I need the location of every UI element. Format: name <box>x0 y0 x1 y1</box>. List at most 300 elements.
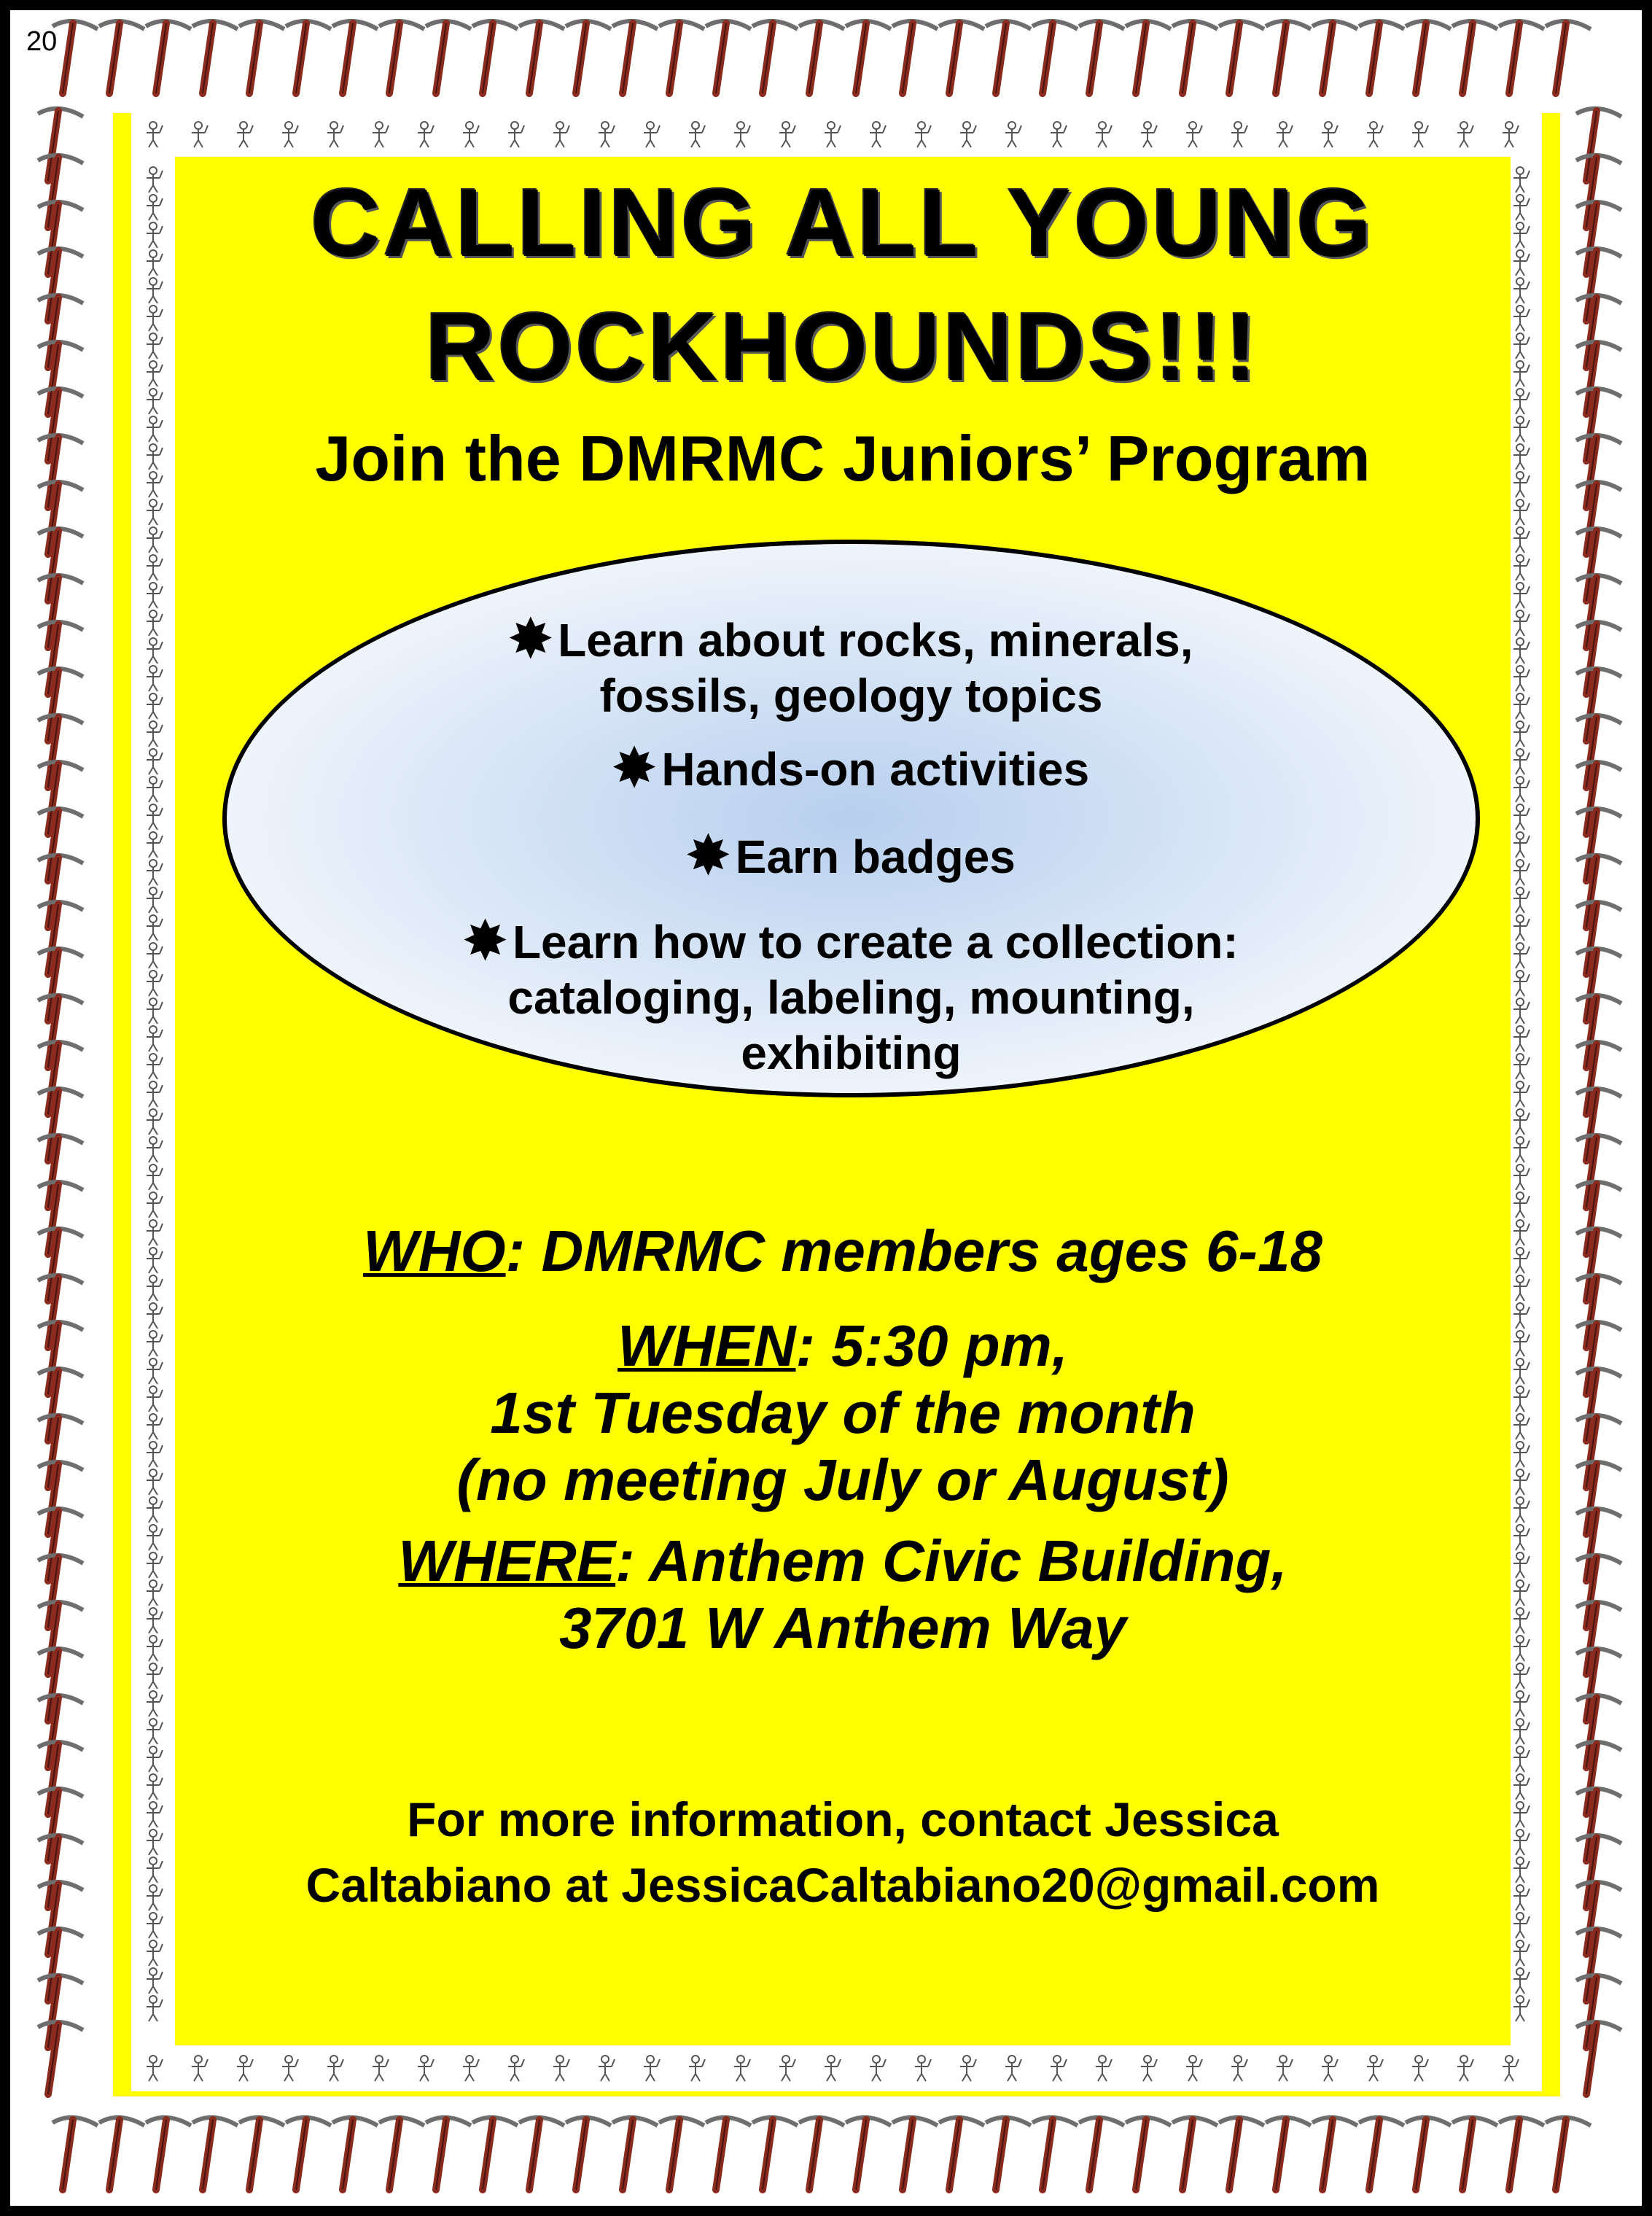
bullet-earn-badges: ✸ Earn badges <box>687 827 1016 884</box>
person-figure-icon <box>1513 389 1530 414</box>
person-figure-icon <box>1513 416 1530 442</box>
person-figure-icon <box>1513 1358 1530 1384</box>
pickaxe-icon <box>1452 2118 1497 2190</box>
person-figure-icon <box>1051 2056 1067 2081</box>
pickaxe-icon <box>1576 529 1621 601</box>
person-figure-icon <box>147 1580 163 1606</box>
person-figure-icon <box>1513 361 1530 386</box>
pickaxe-icon <box>239 2118 284 2190</box>
person-figure-icon <box>1513 1968 1530 1994</box>
person-figure-icon <box>147 416 163 442</box>
pickaxe-icon <box>38 622 83 694</box>
bullet-collection: ✸ Learn how to create a collection: cataloging, labeling, mounting, exhibiting <box>464 912 1239 1079</box>
pickaxe-icon <box>1452 21 1497 93</box>
pickaxe-icon <box>1312 2118 1357 2190</box>
pickaxe-icon <box>1576 1929 1621 2001</box>
person-figure-icon <box>1513 1081 1530 1107</box>
person-figure-icon <box>147 1192 163 1218</box>
person-figure-icon <box>1513 804 1530 830</box>
person-figure-icon <box>599 122 615 147</box>
person-figure-icon <box>1513 1386 1530 1412</box>
person-figure-icon <box>1513 1275 1530 1301</box>
person-figure-icon <box>1513 1552 1530 1578</box>
person-figure-icon <box>147 1552 163 1578</box>
pickaxe-icon <box>38 1322 83 1394</box>
pickaxe-icon <box>38 1835 83 1908</box>
person-figure-icon <box>147 998 163 1024</box>
bullet-hands-on: ✸ Hands-on activities <box>612 739 1090 796</box>
person-figure-icon <box>147 1469 163 1495</box>
headline-line-2: ROCKHOUNDS!!! <box>425 293 1261 400</box>
person-figure-icon <box>147 1497 163 1523</box>
headline-line-1: CALLING ALL YOUNG <box>311 169 1375 276</box>
person-figure-icon <box>147 1248 163 1273</box>
person-figure-icon <box>147 250 163 276</box>
person-figure-icon <box>1513 1525 1530 1550</box>
pickaxe-icon <box>286 21 331 93</box>
person-figure-icon <box>147 555 163 580</box>
pickaxe-icon <box>38 1369 83 1441</box>
pickaxe-icon <box>1406 21 1451 93</box>
person-figure-icon <box>1513 1580 1530 1606</box>
person-figure-icon <box>1513 472 1530 497</box>
person-figure-icon <box>1277 2056 1293 2081</box>
page-number: 20 <box>26 26 58 57</box>
pickaxe-icon <box>566 2118 611 2190</box>
person-figure-icon <box>1513 638 1530 664</box>
person-figure-icon <box>1322 122 1338 147</box>
person-figure-icon <box>1141 2056 1157 2081</box>
person-figure-icon <box>147 1442 163 1467</box>
person-figure-icon <box>147 1137 163 1162</box>
pickaxe-icon <box>38 1462 83 1534</box>
contact-info: For more information, contact Jessica Caltabiano at JessicaCaltabiano20@gmail.com <box>305 1792 1380 1912</box>
person-figure-icon <box>282 122 298 147</box>
person-figure-icon <box>1513 1220 1530 1245</box>
person-figure-icon <box>147 1746 163 1772</box>
person-figure-icon <box>1231 122 1247 147</box>
person-figure-icon <box>147 333 163 359</box>
person-figure-icon <box>825 122 841 147</box>
person-figure-icon <box>1503 122 1519 147</box>
pickaxe-icon <box>38 1555 83 1628</box>
person-figure-icon <box>1513 860 1530 885</box>
pickaxe-icon <box>1576 482 1621 554</box>
pickaxe-icon <box>1576 949 1621 1021</box>
pickaxe-icon <box>519 21 564 93</box>
pickaxe-icon <box>1576 342 1621 414</box>
person-figure-icon <box>147 2056 163 2081</box>
contact-email: Caltabiano at JessicaCaltabiano20@gmail.com <box>305 1858 1380 1912</box>
person-figure-icon <box>1231 2056 1247 2081</box>
pickaxe-icon <box>146 2118 191 2190</box>
person-figure-icon <box>779 2056 795 2081</box>
person-figure-icon <box>1513 749 1530 774</box>
person-figure-icon <box>1513 1303 1530 1329</box>
pickaxe-icon <box>752 2118 798 2190</box>
person-figure-icon <box>870 2056 886 2081</box>
pickaxe-icon <box>38 389 83 461</box>
person-figure-icon <box>1513 915 1530 941</box>
person-figure-icon <box>147 721 163 747</box>
person-figure-icon <box>1005 122 1021 147</box>
pickaxe-icon <box>38 295 83 368</box>
person-figure-icon <box>689 122 705 147</box>
person-figure-icon <box>147 1525 163 1550</box>
person-figure-icon <box>825 2056 841 2081</box>
person-figure-icon <box>1513 721 1530 747</box>
pickaxe-icon <box>38 1789 83 1861</box>
pickaxe-icon <box>38 1649 83 1721</box>
person-figure-icon <box>599 2056 615 2081</box>
person-figure-icon <box>192 122 208 147</box>
pickaxe-icon <box>379 21 424 93</box>
pickaxe-icon <box>612 21 658 93</box>
person-figure-icon <box>147 499 163 525</box>
pickaxe-icon <box>1576 1509 1621 1581</box>
person-figure-icon <box>373 122 389 147</box>
pickaxe-icon <box>1576 435 1621 508</box>
pickaxe-icon <box>1032 2118 1078 2190</box>
person-figure-icon <box>147 1026 163 1051</box>
person-figure-icon <box>147 389 163 414</box>
person-figure-icon <box>1322 2056 1338 2081</box>
pickaxe-icon <box>38 2022 83 2094</box>
person-figure-icon <box>1513 1913 1530 1938</box>
person-figure-icon <box>1513 583 1530 608</box>
pickaxe-icon <box>892 21 938 93</box>
pickaxe-icon <box>38 1135 83 1208</box>
pickaxe-icon <box>986 21 1031 93</box>
pickaxe-icon <box>99 2118 144 2190</box>
person-figure-icon <box>147 943 163 968</box>
pickaxe-icon <box>566 21 611 93</box>
pickaxe-icon <box>38 855 83 928</box>
pickaxe-icon <box>379 2118 424 2190</box>
person-figure-icon <box>373 2056 389 2081</box>
person-figure-icon <box>1513 1830 1530 1855</box>
person-figure-icon <box>1513 306 1530 331</box>
pickaxe-column-left <box>38 109 83 2094</box>
person-figure-icon <box>1513 666 1530 691</box>
person-figure-icon <box>1513 1996 1530 2021</box>
pickaxe-icon <box>1499 2118 1544 2190</box>
person-figure-icon <box>463 2056 479 2081</box>
pickaxe-icon <box>332 2118 378 2190</box>
person-figure-icon <box>147 610 163 636</box>
pickaxe-icon <box>706 21 751 93</box>
person-figure-icon <box>147 222 163 248</box>
person-figure-icon <box>1513 1109 1530 1135</box>
pickaxe-icon <box>1172 2118 1217 2190</box>
person-figure-icon <box>1051 122 1067 147</box>
pickaxe-icon <box>38 1089 83 1161</box>
person-figure-icon <box>147 361 163 386</box>
person-figure-icon <box>644 122 660 147</box>
person-figure-icon <box>1513 1497 1530 1523</box>
pickaxe-icon <box>1576 1975 1621 2048</box>
pickaxe-icon <box>659 2118 704 2190</box>
pickaxe-icon <box>1576 1462 1621 1534</box>
person-figure-icon <box>147 306 163 331</box>
pickaxe-icon <box>38 762 83 834</box>
person-figure-icon <box>147 1275 163 1301</box>
person-figure-icon <box>1513 1026 1530 1051</box>
person-figure-icon <box>147 1608 163 1633</box>
person-figure-icon <box>1513 222 1530 248</box>
pickaxe-icon <box>1576 1649 1621 1721</box>
pickaxe-icon <box>1219 21 1264 93</box>
person-figure-icon <box>1513 250 1530 276</box>
pickaxe-icon <box>146 21 191 93</box>
person-figure-icon <box>1513 1442 1530 1467</box>
person-figure-icon <box>147 915 163 941</box>
pickaxe-icon <box>1546 2118 1591 2190</box>
person-figure-icon <box>147 1165 163 1190</box>
pickaxe-icon <box>52 21 98 93</box>
person-figure-icon <box>282 2056 298 2081</box>
pickaxe-icon <box>38 529 83 601</box>
pickaxe-icon <box>1576 1602 1621 1674</box>
pickaxe-icon <box>38 1509 83 1581</box>
pickaxe-icon <box>38 1882 83 1954</box>
pickaxe-icon <box>192 2118 238 2190</box>
person-figure-icon <box>418 2056 434 2081</box>
person-figure-icon <box>644 2056 660 2081</box>
person-figure-icon <box>147 1885 163 1910</box>
pickaxe-icon <box>939 21 984 93</box>
pickaxe-icon <box>426 2118 471 2190</box>
pickaxe-icon <box>846 21 891 93</box>
when-block: WHEN: 5:30 pm, 1st Tuesday of the month (no meeting July or August) <box>456 1313 1229 1512</box>
person-figure-icon <box>1513 887 1530 913</box>
person-figure-icon <box>147 1386 163 1412</box>
person-figure-icon <box>237 122 253 147</box>
pickaxe-icon <box>38 1929 83 2001</box>
pickaxe-icon <box>1576 295 1621 368</box>
person-figure-icon <box>1277 122 1293 147</box>
person-figure-icon <box>1513 1636 1530 1661</box>
person-figure-icon <box>1513 1774 1530 1800</box>
pickaxe-icon <box>1576 1042 1621 1114</box>
pickaxe-icon <box>1576 1835 1621 1908</box>
person-figure-icon <box>147 1303 163 1329</box>
pickaxe-icon <box>1576 1089 1621 1161</box>
pickaxe-icon <box>38 949 83 1021</box>
person-figure-icon <box>147 1109 163 1135</box>
pickaxe-icon <box>38 1975 83 2048</box>
who-line: WHO: DMRMC members ages 6-18 <box>363 1218 1322 1283</box>
pickaxe-icon <box>38 1695 83 1768</box>
person-figure-icon <box>553 2056 569 2081</box>
person-figure-icon <box>147 971 163 996</box>
pickaxe-icon <box>1359 2118 1404 2190</box>
star-burst-icon: ✸ <box>464 912 507 969</box>
person-figure-icon <box>1513 1331 1530 1356</box>
pickaxe-icon <box>612 2118 658 2190</box>
person-figure-icon <box>192 2056 208 2081</box>
person-figure-icon <box>147 444 163 470</box>
pickaxe-icon <box>38 1602 83 1674</box>
person-figure-icon <box>147 666 163 691</box>
pickaxe-icon <box>1576 389 1621 461</box>
person-figure-icon <box>1513 1192 1530 1218</box>
person-figure-icon <box>1513 1165 1530 1190</box>
pickaxe-icon <box>239 21 284 93</box>
pickaxe-icon <box>659 21 704 93</box>
person-figure-icon <box>1513 1746 1530 1772</box>
pickaxe-icon <box>1576 155 1621 228</box>
person-figure-icon <box>147 1636 163 1661</box>
person-figure-icon <box>147 1913 163 1938</box>
pickaxe-icon <box>1312 21 1357 93</box>
pickaxe-icon <box>38 342 83 414</box>
person-figure-icon <box>1513 971 1530 996</box>
person-figure-icon <box>1513 1608 1530 1633</box>
person-figure-icon <box>553 122 569 147</box>
person-figure-icon <box>734 2056 750 2081</box>
person-figure-icon <box>915 122 931 147</box>
person-figure-icon <box>147 832 163 858</box>
person-figure-icon <box>689 2056 705 2081</box>
person-figure-icon <box>147 1719 163 1744</box>
person-figure-icon <box>147 1996 163 2021</box>
pickaxe-icon <box>38 902 83 974</box>
pickaxe-icon <box>38 995 83 1068</box>
pickaxe-icon <box>1079 21 1124 93</box>
pickaxe-icon <box>1576 1229 1621 1301</box>
pickaxe-icon <box>1546 21 1591 93</box>
person-figure-icon <box>147 1774 163 1800</box>
pickaxe-icon <box>1576 1882 1621 1954</box>
pickaxe-icon <box>38 1742 83 1814</box>
star-burst-icon: ✸ <box>509 610 553 667</box>
pickaxe-icon <box>892 2118 938 2190</box>
person-figure-icon <box>327 2056 343 2081</box>
person-figure-icon <box>1412 122 1428 147</box>
pickaxe-icon <box>38 249 83 321</box>
person-figure-icon <box>1513 195 1530 220</box>
pickaxe-column-right <box>1576 109 1621 2094</box>
pickaxe-icon <box>472 21 518 93</box>
person-figure-icon <box>147 1054 163 1079</box>
pickaxe-icon <box>1359 21 1404 93</box>
person-figure-icon <box>147 693 163 719</box>
person-figure-icon <box>1513 610 1530 636</box>
pickaxe-icon <box>1266 2118 1311 2190</box>
person-figure-icon <box>1513 1248 1530 1273</box>
pickaxe-icon <box>1576 809 1621 881</box>
pickaxe-icon <box>1576 715 1621 788</box>
pickaxe-icon <box>1576 1322 1621 1394</box>
person-figure-icon <box>147 1802 163 1827</box>
person-figure-icon <box>508 122 524 147</box>
pickaxe-icon <box>38 1275 83 1348</box>
pickaxe-icon <box>706 2118 751 2190</box>
pickaxe-icon <box>38 1229 83 1301</box>
person-figure-icon <box>147 638 163 664</box>
pickaxe-icon <box>1576 575 1621 648</box>
pickaxe-icon <box>1032 21 1078 93</box>
person-figure-icon <box>147 167 163 193</box>
when-label: WHEN <box>617 1313 796 1378</box>
person-figure-icon <box>1186 2056 1202 2081</box>
person-figure-icon <box>147 1940 163 1966</box>
person-figure-icon <box>1513 1663 1530 1689</box>
person-figure-icon <box>147 1220 163 1245</box>
pickaxe-icon <box>939 2118 984 2190</box>
pickaxe-icon <box>99 21 144 93</box>
person-figure-icon <box>147 583 163 608</box>
person-figure-icon <box>1141 122 1157 147</box>
person-figure-icon <box>147 278 163 303</box>
person-figure-icon <box>960 2056 976 2081</box>
pickaxe-icon <box>1576 1742 1621 1814</box>
pickaxe-icon <box>1576 1182 1621 1254</box>
pickaxe-icon <box>38 1182 83 1254</box>
pickaxe-icon <box>1576 1695 1621 1768</box>
person-figure-icon <box>1096 2056 1112 2081</box>
person-figure-icon <box>1412 2056 1428 2081</box>
person-figure-icon <box>147 860 163 885</box>
person-figure-icon <box>1457 2056 1473 2081</box>
pickaxe-icon <box>38 715 83 788</box>
person-figure-icon <box>1513 1469 1530 1495</box>
pickaxe-icon <box>38 482 83 554</box>
pickaxe-row-top <box>52 21 1591 93</box>
pickaxe-icon <box>38 669 83 741</box>
pickaxe-icon <box>1576 1789 1621 1861</box>
person-figure-icon <box>1005 2056 1021 2081</box>
person-figure-icon <box>147 1358 163 1384</box>
pickaxe-icon <box>38 435 83 508</box>
pickaxe-icon <box>799 2118 844 2190</box>
person-figure-icon <box>147 1663 163 1689</box>
person-figure-icon <box>1513 499 1530 525</box>
pickaxe-icon <box>38 809 83 881</box>
person-figure-icon <box>1513 1719 1530 1744</box>
pickaxe-icon <box>752 21 798 93</box>
person-figure-icon <box>1503 2056 1519 2081</box>
person-figure-icon <box>1457 122 1473 147</box>
pickaxe-row-bottom <box>52 2118 1591 2190</box>
pickaxe-icon <box>1576 762 1621 834</box>
pickaxe-icon <box>1576 902 1621 974</box>
person-figure-icon <box>1513 1885 1530 1910</box>
pickaxe-icon <box>52 2118 98 2190</box>
person-figure-icon <box>1186 122 1202 147</box>
person-figure-icon <box>1513 1414 1530 1439</box>
person-figure-icon <box>1513 527 1530 553</box>
pickaxe-icon <box>38 575 83 648</box>
person-figure-icon <box>508 2056 524 2081</box>
pickaxe-icon <box>1576 855 1621 928</box>
person-figure-icon <box>147 472 163 497</box>
star-burst-icon: ✸ <box>687 827 730 884</box>
person-figure-icon <box>1513 555 1530 580</box>
person-figure-icon <box>1513 1857 1530 1883</box>
where-block: WHERE: Anthem Civic Building, 3701 W Anthem Way <box>398 1528 1287 1660</box>
person-figure-icon <box>1513 943 1530 968</box>
person-figure-icon <box>147 122 163 147</box>
person-figure-icon <box>1513 444 1530 470</box>
pickaxe-icon <box>1079 2118 1124 2190</box>
person-figure-icon <box>147 1968 163 1994</box>
person-figure-icon <box>1096 122 1112 147</box>
pickaxe-icon <box>332 21 378 93</box>
bullet-learn-topics: ✸ Learn about rocks, minerals, fossils, geology topics <box>509 610 1193 722</box>
where-label: WHERE <box>398 1528 616 1593</box>
